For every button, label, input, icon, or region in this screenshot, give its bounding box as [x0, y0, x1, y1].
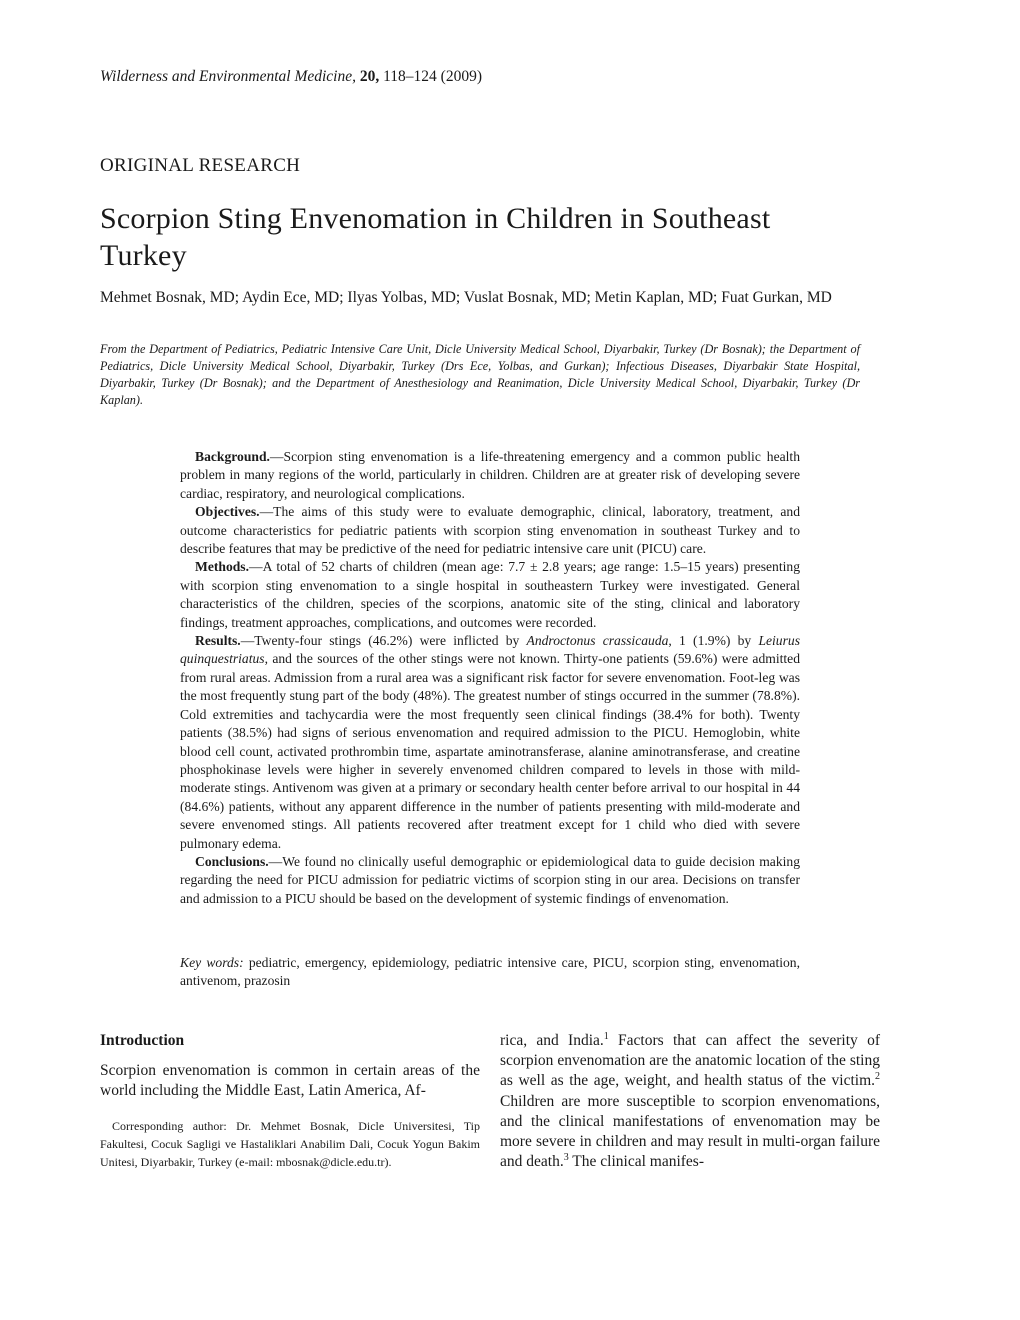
abstract-text: —The aims of this study were to evaluate demographic, clinical, laboratory, treatment, and outcome characteristics for pediatric patients with scorpion sting envenomation in southeast Turkey and to describe features that may be predictive of the need for pediatric intensive care unit (PICU) care. [180, 504, 800, 557]
body-text: rica, and India. [500, 1032, 604, 1049]
abstract-text: —Twenty-four stings (46.2%) were inflicted by [240, 633, 527, 649]
body-text: The clinical manifes- [568, 1153, 704, 1171]
body-text: Factors that can affect the severity of scorpion envenomation are the anatomic location of the sting as well as the age, weight, and health status of the victim. [500, 1032, 880, 1090]
species-name: Androctonus crassicauda [526, 633, 669, 649]
corresponding-author-note: Corresponding author: Dr. Mehmet Bosnak, Dicle Universitesi, Tip Fakultesi, Cocuk Sagligi ve Hastaliklari Anabilim Dali, Cocuk Yogun Bakim Unitesi, Diyarbakir, Turkey (e-mail: mbosnak@dicle.edu.tr). [100, 1119, 480, 1170]
reference-marker[interactable]: 3 [563, 1152, 569, 1164]
abstract [180, 448, 800, 908]
keywords [180, 954, 800, 991]
abstract-heading: Methods. [195, 559, 249, 575]
abstract-conclusions [180, 853, 800, 908]
right-column [500, 1031, 880, 1172]
abstract-heading: Conclusions. [195, 853, 269, 869]
abstract-heading: Results. [195, 633, 241, 649]
journal-pages-year: 118–124 (2009) [383, 68, 482, 85]
abstract-text: , 1 (1.9%) by [668, 633, 759, 649]
reference-marker[interactable]: 2 [875, 1071, 880, 1083]
abstract-heading: Background. [195, 449, 270, 464]
affiliation-text: From the Department of Pediatrics, Pediatric Intensive Care Unit, Dicle University Medical School, Diyarbakir, Turkey (Dr Bosnak); the Department of Pediatrics, Dicle University Medical School, Diyarbakir, Turkey (Drs Ece, Yolbas, and Gurkan); Infectious Diseases, Diyarbakir State Hospital, Diyarbakir, Turkey (Dr Bosnak); and the Department of Anesthesiology and Reanimation, Dicle University Medical School, Diyarbakir, Turkey (Dr Kaplan). [100, 342, 860, 407]
abstract-text: , and the sources of the other stings were not known. Thirty-one patients (59.6%) were admitted from rural areas. Admission from a rural area was a significant risk factor for severe envenomation. Foot-leg was the most frequently stung part of the body (48%). The greatest number of stings occurred in the summer (78.8%). Cold extremities and tachycardia were the most frequently seen clinical findings (38.4% for both). Twenty patients (38.5%) had signs of serious envenomation and required admission to the PICU. Hemoglobin, white blood cell count, activated prothrombin time, aspartate aminotransferase, alanine aminotransferase, and creatine phosphokinase levels were higher in severely envenomed children compared to levels in those with mild-moderate stings. Antivenom was given at a primary or secondary health center before arrival to our hospital in 44 (84.6%) patients, without any apparent difference in the number of patients presenting with mild-moderate and severe envenomed stings. All patients recovered after treatment except for 1 child who died with severe pulmonary edema. [180, 651, 800, 851]
keywords-label: Key words: [180, 955, 244, 970]
introduction-heading: Introduction [100, 1032, 185, 1049]
journal-citation [100, 68, 482, 86]
journal-name: Wilderness and Environmental Medicine, [100, 68, 356, 85]
body-text: Children are more susceptible to scorpion envenomations, and the clinical manifestations of envenomation may be more severe in children and may result in multi-organ failure and death. [500, 1092, 880, 1171]
abstract-objectives [180, 503, 800, 558]
abstract-text: —A total of 52 charts of children (mean age: 7.7 ± 2.8 years; age range: 1.5–15 years) presenting with scorpion sting envenomation to a single hospital in southeastern Turkey were investigated. General characteristics of the children, species of the scorpions, anatomic site of the sting, clinical and laboratory findings, treatment approaches, complications, and outcomes were recorded. [180, 559, 800, 630]
section-label: ORIGINAL RESEARCH [100, 155, 301, 176]
abstract-methods [180, 558, 800, 632]
abstract-text: —We found no clinically useful demographic or epidemiological data to guide decision making regarding the need for PICU admission for pediatric victims of scorpion sting in our area. Decisions on transfer and admission to a PICU should be based on the development of systemic findings of envenomation. [180, 853, 800, 906]
left-column [100, 1031, 480, 1171]
article-title: Scorpion Sting Envenomation in Children in Southeast Turkey [100, 202, 771, 272]
species-name: Leiurus quinquestriatus [180, 633, 800, 667]
abstract-heading: Objectives. [195, 504, 260, 520]
introduction-text: Scorpion envenomation is common in certain areas of the world including the Middle East, Latin America, Af- [100, 1062, 480, 1100]
abstract-text: —Scorpion sting envenomation is a life-threatening emergency and a common public health problem in many regions of the world, particularly in children. Children are at greater risk of developing severe cardiac, respiratory, and neurological complications. [180, 449, 800, 501]
abstract-results [180, 632, 800, 853]
abstract-background [180, 448, 800, 503]
journal-volume: 20, [359, 68, 380, 85]
reference-marker[interactable]: 1 [603, 1030, 609, 1042]
author-list: Mehmet Bosnak, MD; Aydin Ece, MD; Ilyas Yolbas, MD; Vuslat Bosnak, MD; Metin Kaplan, MD; Fuat Gurkan, MD [100, 289, 832, 306]
keywords-text: pediatric, emergency, epidemiology, pediatric intensive care, PICU, scorpion sting, envenomation, antivenom, prazosin [180, 955, 800, 989]
